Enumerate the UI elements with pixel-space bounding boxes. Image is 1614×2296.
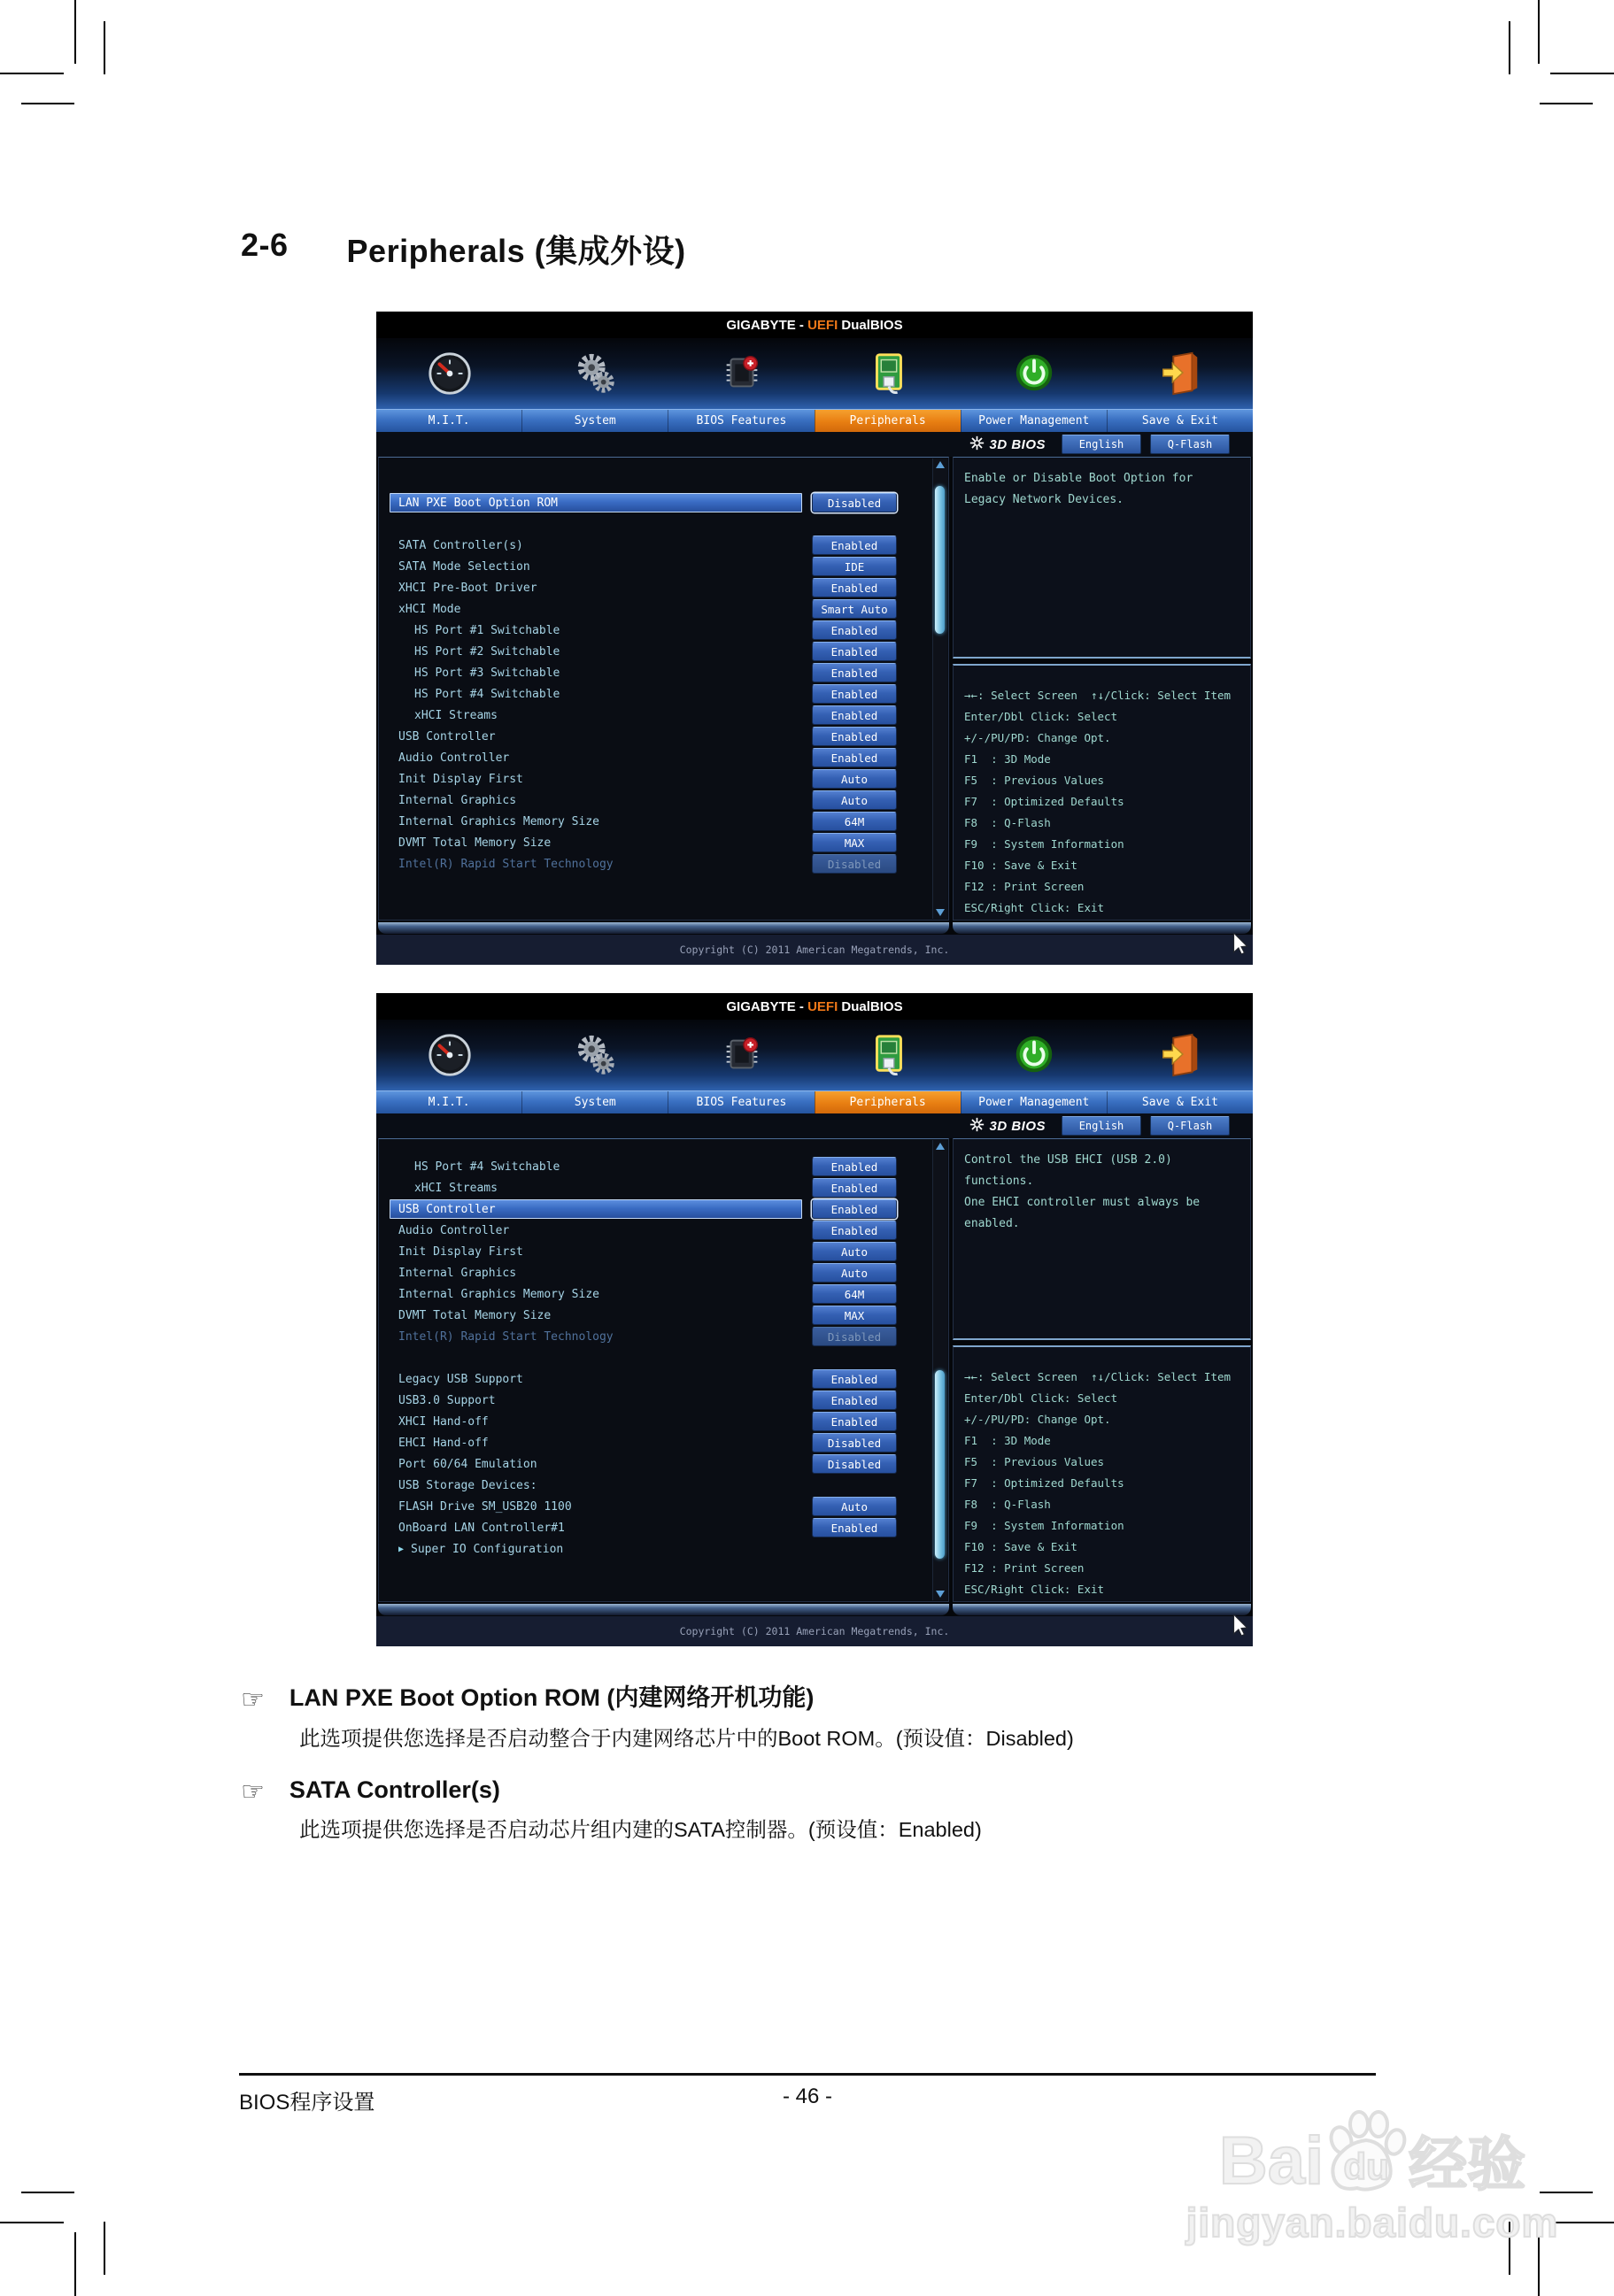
setting-value-button[interactable]: Disabled: [812, 1433, 897, 1452]
mouse-cursor-icon: [1232, 1614, 1248, 1640]
setting-value-button[interactable]: Disabled: [812, 1327, 897, 1346]
setting-row[interactable]: [379, 1369, 932, 1389]
crop-mark: [0, 2222, 64, 2223]
note-item: [241, 1776, 1392, 1845]
section-title: [241, 227, 686, 272]
bios-tab-bar: [376, 1090, 1253, 1113]
setting-label: OnBoard LAN Controller#1: [398, 1521, 565, 1535]
setting-row[interactable]: [379, 833, 932, 852]
hotkey-line: +/-/PU/PD: Change Opt.: [964, 731, 1111, 744]
crop-mark: [104, 21, 105, 74]
tab-save-exit[interactable]: Save & Exit: [1107, 410, 1253, 432]
toolbar-button-english[interactable]: English: [1062, 1116, 1141, 1136]
help-text-line: Enable or Disable Boot Option for: [964, 472, 1193, 485]
tab-save-exit[interactable]: Save & Exit: [1107, 1091, 1253, 1113]
setting-value-button[interactable]: Enabled: [812, 1369, 897, 1389]
setting-value-button[interactable]: Enabled: [812, 1412, 897, 1431]
bios-screenshot-1: [376, 312, 1253, 965]
setting-label: HS Port #2 Switchable: [414, 644, 560, 659]
setting-row[interactable]: [379, 684, 932, 704]
setting-row[interactable]: [379, 599, 932, 619]
setting-row[interactable]: [379, 1306, 932, 1325]
settings-panel: [378, 1138, 949, 1602]
setting-label: HS Port #4 Switchable: [414, 687, 560, 701]
gears-icon[interactable]: [522, 338, 668, 409]
setting-value-button[interactable]: Auto: [812, 1242, 897, 1261]
bios-screenshot-2: [376, 993, 1253, 1646]
section-title-text: Peripherals (集成外设): [346, 233, 686, 269]
setting-row[interactable]: [379, 493, 932, 512]
chip-icon[interactable]: [668, 338, 815, 409]
gears-icon[interactable]: [522, 1020, 668, 1090]
footer-chapter-label: BIOS程序设置: [239, 2091, 375, 2115]
bios-main-area: [376, 1138, 1253, 1604]
setting-row[interactable]: [379, 1412, 932, 1431]
note-title: SATA Controller(s): [289, 1776, 500, 1803]
setting-row[interactable]: [379, 1327, 932, 1346]
watermark-du-text: du: [1343, 2146, 1389, 2187]
help-text-line: Legacy Network Devices.: [964, 493, 1124, 506]
setting-label: Internal Graphics Memory Size: [398, 814, 599, 828]
setting-row[interactable]: [379, 769, 932, 789]
setting-row[interactable]: [379, 1391, 932, 1410]
setting-value-button[interactable]: Enabled: [812, 535, 897, 555]
setting-label: xHCI Streams: [414, 1181, 498, 1195]
scrollbar-thumb[interactable]: [935, 1370, 945, 1559]
watermark-bai-text: Bai: [1218, 2123, 1324, 2199]
help-text-line: One EHCI controller must always be: [964, 1196, 1201, 1209]
hotkey-line: →←: Select Screen ↑↓/Click: Select Item: [964, 689, 1232, 702]
setting-label: DVMT Total Memory Size: [398, 836, 552, 850]
tab-system[interactable]: System: [521, 1091, 668, 1113]
setting-label: LAN PXE Boot Option ROM: [398, 496, 559, 510]
tab-bios-features[interactable]: BIOS Features: [668, 410, 814, 432]
setting-label: USB Controller: [398, 729, 496, 744]
setting-label: XHCI Hand-off: [398, 1414, 489, 1429]
setting-label: HS Port #4 Switchable: [414, 1160, 560, 1174]
setting-row[interactable]: [379, 854, 932, 874]
setting-row[interactable]: [379, 1539, 932, 1559]
tab-m-i-t[interactable]: M.I.T.: [428, 1096, 470, 1109]
hotkey-line: ESC/Right Click: Exit: [964, 1583, 1105, 1596]
page-number: - 46 -: [782, 2084, 833, 2108]
setting-value-button[interactable]: Enabled: [812, 1221, 897, 1240]
setting-value-button[interactable]: 64M: [812, 812, 897, 831]
setting-label: xHCI Mode: [398, 602, 461, 616]
hotkey-line: F12 : Print Screen: [964, 880, 1085, 893]
hotkey-line: F7 : Optimized Defaults: [964, 1476, 1124, 1490]
setting-value-button[interactable]: Enabled: [812, 1518, 897, 1537]
crop-mark: [1538, 0, 1540, 64]
scroll-down-icon[interactable]: [936, 909, 945, 916]
help-panel: [953, 457, 1251, 921]
help-description-panel: [953, 457, 1251, 659]
hotkey-line: F10 : Save & Exit: [964, 859, 1077, 872]
setting-label: ▶ Super IO Configuration: [398, 1542, 564, 1556]
hotkey-line: ESC/Right Click: Exit: [964, 901, 1105, 914]
setting-row[interactable]: [379, 1433, 932, 1452]
setting-row[interactable]: [379, 727, 932, 746]
setting-label: Internal Graphics Memory Size: [398, 1287, 599, 1301]
crop-mark: [21, 2192, 74, 2193]
hotkey-line: F1 : 3D Mode: [964, 752, 1051, 766]
bios-tab-bar: [376, 409, 1253, 432]
hotkey-panel: [953, 1345, 1251, 1602]
help-description-panel: [953, 1138, 1251, 1340]
setting-value-button[interactable]: IDE: [812, 557, 897, 576]
setting-label: FLASH Drive SM_USB20 1100: [398, 1499, 572, 1514]
exit-door-icon[interactable]: [1107, 338, 1253, 409]
setting-label: Intel(R) Rapid Start Technology: [398, 857, 614, 871]
setting-value-button[interactable]: Enabled: [812, 620, 897, 640]
hotkey-line: Enter/Dbl Click: Select: [964, 710, 1118, 723]
setting-row[interactable]: [379, 578, 932, 597]
setting-row[interactable]: [379, 1178, 932, 1198]
note-item: [241, 1678, 1392, 1753]
power-icon[interactable]: [961, 1020, 1107, 1090]
setting-value-button[interactable]: MAX: [812, 1306, 897, 1325]
scroll-up-icon[interactable]: [936, 1143, 945, 1150]
submenu-arrow-icon: ▶: [398, 1544, 405, 1554]
hotkey-line: F9 : System Information: [964, 1519, 1124, 1532]
hotkey-line: F8 : Q-Flash: [964, 816, 1051, 829]
setting-label: EHCI Hand-off: [398, 1436, 489, 1450]
scrollbar-thumb[interactable]: [935, 486, 945, 633]
chip-icon[interactable]: [668, 1020, 815, 1090]
bios-title: GIGABYTE - UEFI DualBIOS: [376, 993, 1253, 1020]
setting-label: Port 60/64 Emulation: [398, 1457, 537, 1471]
scroll-up-icon[interactable]: [936, 461, 945, 468]
bios-icon-strip: [376, 1020, 1253, 1091]
section-number: 2-6: [241, 227, 289, 263]
setting-label: Init Display First: [398, 772, 523, 786]
panel-bottom-bevel: [376, 922, 1253, 935]
page-footer: [239, 2073, 1376, 2115]
crop-mark: [0, 73, 64, 74]
setting-value-button[interactable]: Enabled: [812, 684, 897, 704]
pointing-finger-icon: ☞: [241, 1685, 265, 1714]
crop-mark: [74, 0, 76, 64]
scroll-down-icon[interactable]: [936, 1591, 945, 1598]
setting-value-button[interactable]: Enabled: [812, 748, 897, 767]
setting-value-button[interactable]: 64M: [812, 1284, 897, 1304]
setting-row[interactable]: [379, 1157, 932, 1176]
hotkey-line: Enter/Dbl Click: Select: [964, 1391, 1118, 1405]
scrollbar[interactable]: [932, 1140, 947, 1600]
setting-row[interactable]: [379, 1497, 932, 1516]
setting-row[interactable]: [379, 535, 932, 555]
setting-label: USB Storage Devices:: [398, 1478, 537, 1492]
setting-label: USB Controller: [398, 1202, 496, 1216]
baidu-watermark: [1138, 2110, 1607, 2246]
setting-value-button[interactable]: Enabled: [812, 727, 897, 746]
setting-value-button[interactable]: Enabled: [812, 1178, 897, 1198]
tab-peripherals[interactable]: Peripherals: [815, 1091, 961, 1113]
hotkey-line: +/-/PU/PD: Change Opt.: [964, 1413, 1111, 1426]
setting-value-button[interactable]: Enabled: [812, 1157, 897, 1176]
baidu-paw-icon: [1325, 2110, 1407, 2195]
crop-mark: [104, 2222, 105, 2275]
hotkey-line: F8 : Q-Flash: [964, 1498, 1051, 1511]
setting-value-button[interactable]: Enabled: [812, 663, 897, 682]
tab-m-i-t[interactable]: M.I.T.: [428, 414, 470, 428]
tab-peripherals[interactable]: Peripherals: [815, 410, 961, 432]
setting-row[interactable]: [379, 812, 932, 831]
setting-row[interactable]: [379, 1263, 932, 1283]
setting-value-button[interactable]: Enabled: [812, 642, 897, 661]
3d-bios-logo: 3D BIOS: [969, 435, 1046, 454]
hotkey-line: F1 : 3D Mode: [964, 1434, 1051, 1447]
setting-row[interactable]: [379, 1518, 932, 1537]
crop-mark: [74, 2232, 76, 2296]
hotkey-line: F10 : Save & Exit: [964, 1540, 1077, 1553]
setting-row[interactable]: [379, 1454, 932, 1474]
notes-section: [241, 1678, 1392, 1867]
setting-row[interactable]: [379, 748, 932, 767]
settings-panel: [378, 457, 949, 921]
tab-bios-features[interactable]: BIOS Features: [668, 1091, 814, 1113]
hotkey-line: F9 : System Information: [964, 837, 1124, 851]
setting-label: xHCI Streams: [414, 708, 498, 722]
hotkey-line: F7 : Optimized Defaults: [964, 795, 1124, 808]
bios-toolbar: [376, 1113, 1253, 1138]
setting-label: Legacy USB Support: [398, 1372, 523, 1386]
watermark-url-text: jingyan.baidu.com: [1185, 2200, 1559, 2246]
setting-label: HS Port #3 Switchable: [414, 666, 560, 680]
peripherals-card-icon[interactable]: [815, 338, 961, 409]
bios-main-area: [376, 457, 1253, 922]
hotkey-panel: [953, 664, 1251, 921]
setting-value-button[interactable]: Disabled: [812, 1454, 897, 1474]
setting-label: Audio Controller: [398, 751, 510, 765]
hotkey-line: F12 : Print Screen: [964, 1561, 1085, 1575]
setting-label: SATA Mode Selection: [398, 559, 530, 574]
tab-power-management[interactable]: Power Management: [961, 1091, 1107, 1113]
pointing-finger-icon: ☞: [241, 1776, 265, 1807]
crop-mark: [1550, 73, 1614, 74]
setting-row[interactable]: [379, 663, 932, 682]
gauge-icon[interactable]: [376, 1020, 522, 1090]
setting-label: Internal Graphics: [398, 793, 517, 807]
setting-label: Audio Controller: [398, 1223, 510, 1237]
setting-row[interactable]: [379, 1475, 932, 1495]
note-body: 此选项提供您选择是否启动芯片组内建的SATA控制器。(预设值：Enabled): [299, 1817, 982, 1841]
setting-row[interactable]: [379, 705, 932, 725]
scrollbar[interactable]: [932, 458, 947, 919]
setting-row[interactable]: [379, 1221, 932, 1240]
setting-value-button[interactable]: Enabled: [812, 578, 897, 597]
hotkey-line: F5 : Previous Values: [964, 774, 1105, 787]
setting-value-button[interactable]: Auto: [812, 790, 897, 810]
setting-label: DVMT Total Memory Size: [398, 1308, 552, 1322]
toolbar-button-english[interactable]: English: [1062, 435, 1141, 454]
hotkey-line: →←: Select Screen ↑↓/Click: Select Item: [964, 1370, 1232, 1383]
snowflake-icon: [969, 435, 985, 454]
setting-value-button[interactable]: Auto: [812, 1497, 897, 1516]
help-panel: [953, 1138, 1251, 1602]
setting-label: SATA Controller(s): [398, 538, 523, 552]
tab-system[interactable]: System: [521, 410, 668, 432]
setting-value-button[interactable]: Enabled: [812, 705, 897, 725]
setting-value-button[interactable]: Disabled: [812, 493, 897, 512]
toolbar-button-q-flash[interactable]: Q-Flash: [1150, 1116, 1230, 1136]
setting-label: USB3.0 Support: [398, 1393, 496, 1407]
setting-label: Internal Graphics: [398, 1266, 517, 1280]
setting-value-button[interactable]: MAX: [812, 833, 897, 852]
setting-value-button[interactable]: Enabled: [812, 1391, 897, 1410]
copyright-bar: Copyright (C) 2011 American Megatrends, Inc.: [376, 1616, 1253, 1646]
setting-value-button[interactable]: Enabled: [812, 1199, 897, 1219]
setting-row[interactable]: [379, 642, 932, 661]
snowflake-icon: [969, 1117, 985, 1136]
setting-value-button[interactable]: Auto: [812, 1263, 897, 1283]
copyright-bar: Copyright (C) 2011 American Megatrends, Inc.: [376, 935, 1253, 965]
setting-row[interactable]: [379, 790, 932, 810]
hotkey-line: F5 : Previous Values: [964, 1455, 1105, 1468]
bios-icon-strip: [376, 338, 1253, 410]
bios-toolbar: [376, 432, 1253, 457]
setting-label: Intel(R) Rapid Start Technology: [398, 1329, 614, 1344]
help-text-line: enabled.: [964, 1217, 1020, 1230]
setting-row[interactable]: [379, 1242, 932, 1261]
exit-door-icon[interactable]: [1107, 1020, 1253, 1090]
power-icon[interactable]: [961, 338, 1107, 409]
watermark-cn-text: 经验: [1409, 2130, 1526, 2197]
setting-label: Init Display First: [398, 1244, 523, 1259]
setting-label: XHCI Pre-Boot Driver: [398, 581, 537, 595]
mouse-cursor-icon: [1232, 933, 1248, 959]
toolbar-button-q-flash[interactable]: Q-Flash: [1150, 435, 1230, 454]
help-text-line: Control the USB EHCI (USB 2.0): [964, 1153, 1172, 1167]
setting-value-button[interactable]: Auto: [812, 769, 897, 789]
gauge-icon[interactable]: [376, 338, 522, 409]
note-title: LAN PXE Boot Option ROM (内建网络开机功能): [289, 1684, 815, 1711]
bios-title: GIGABYTE - UEFI DualBIOS: [376, 312, 1253, 338]
setting-value-button[interactable]: Disabled: [812, 854, 897, 874]
setting-label: HS Port #1 Switchable: [414, 623, 560, 637]
3d-bios-logo: 3D BIOS: [969, 1117, 1046, 1136]
help-text-line: functions.: [964, 1175, 1034, 1188]
setting-row[interactable]: [379, 1284, 932, 1304]
crop-mark: [21, 103, 74, 104]
crop-mark: [1509, 21, 1510, 74]
setting-row[interactable]: [379, 557, 932, 576]
setting-value-button[interactable]: Smart Auto: [812, 599, 897, 619]
setting-row[interactable]: [379, 1199, 932, 1219]
peripherals-card-icon[interactable]: [815, 1020, 961, 1090]
setting-row[interactable]: [379, 620, 932, 640]
crop-mark: [1540, 103, 1593, 104]
panel-bottom-bevel: [376, 1604, 1253, 1616]
tab-power-management[interactable]: Power Management: [961, 410, 1107, 432]
note-body: 此选项提供您选择是否启动整合于内建网络芯片中的Boot ROM。(预设值：Disabled): [299, 1727, 1074, 1750]
